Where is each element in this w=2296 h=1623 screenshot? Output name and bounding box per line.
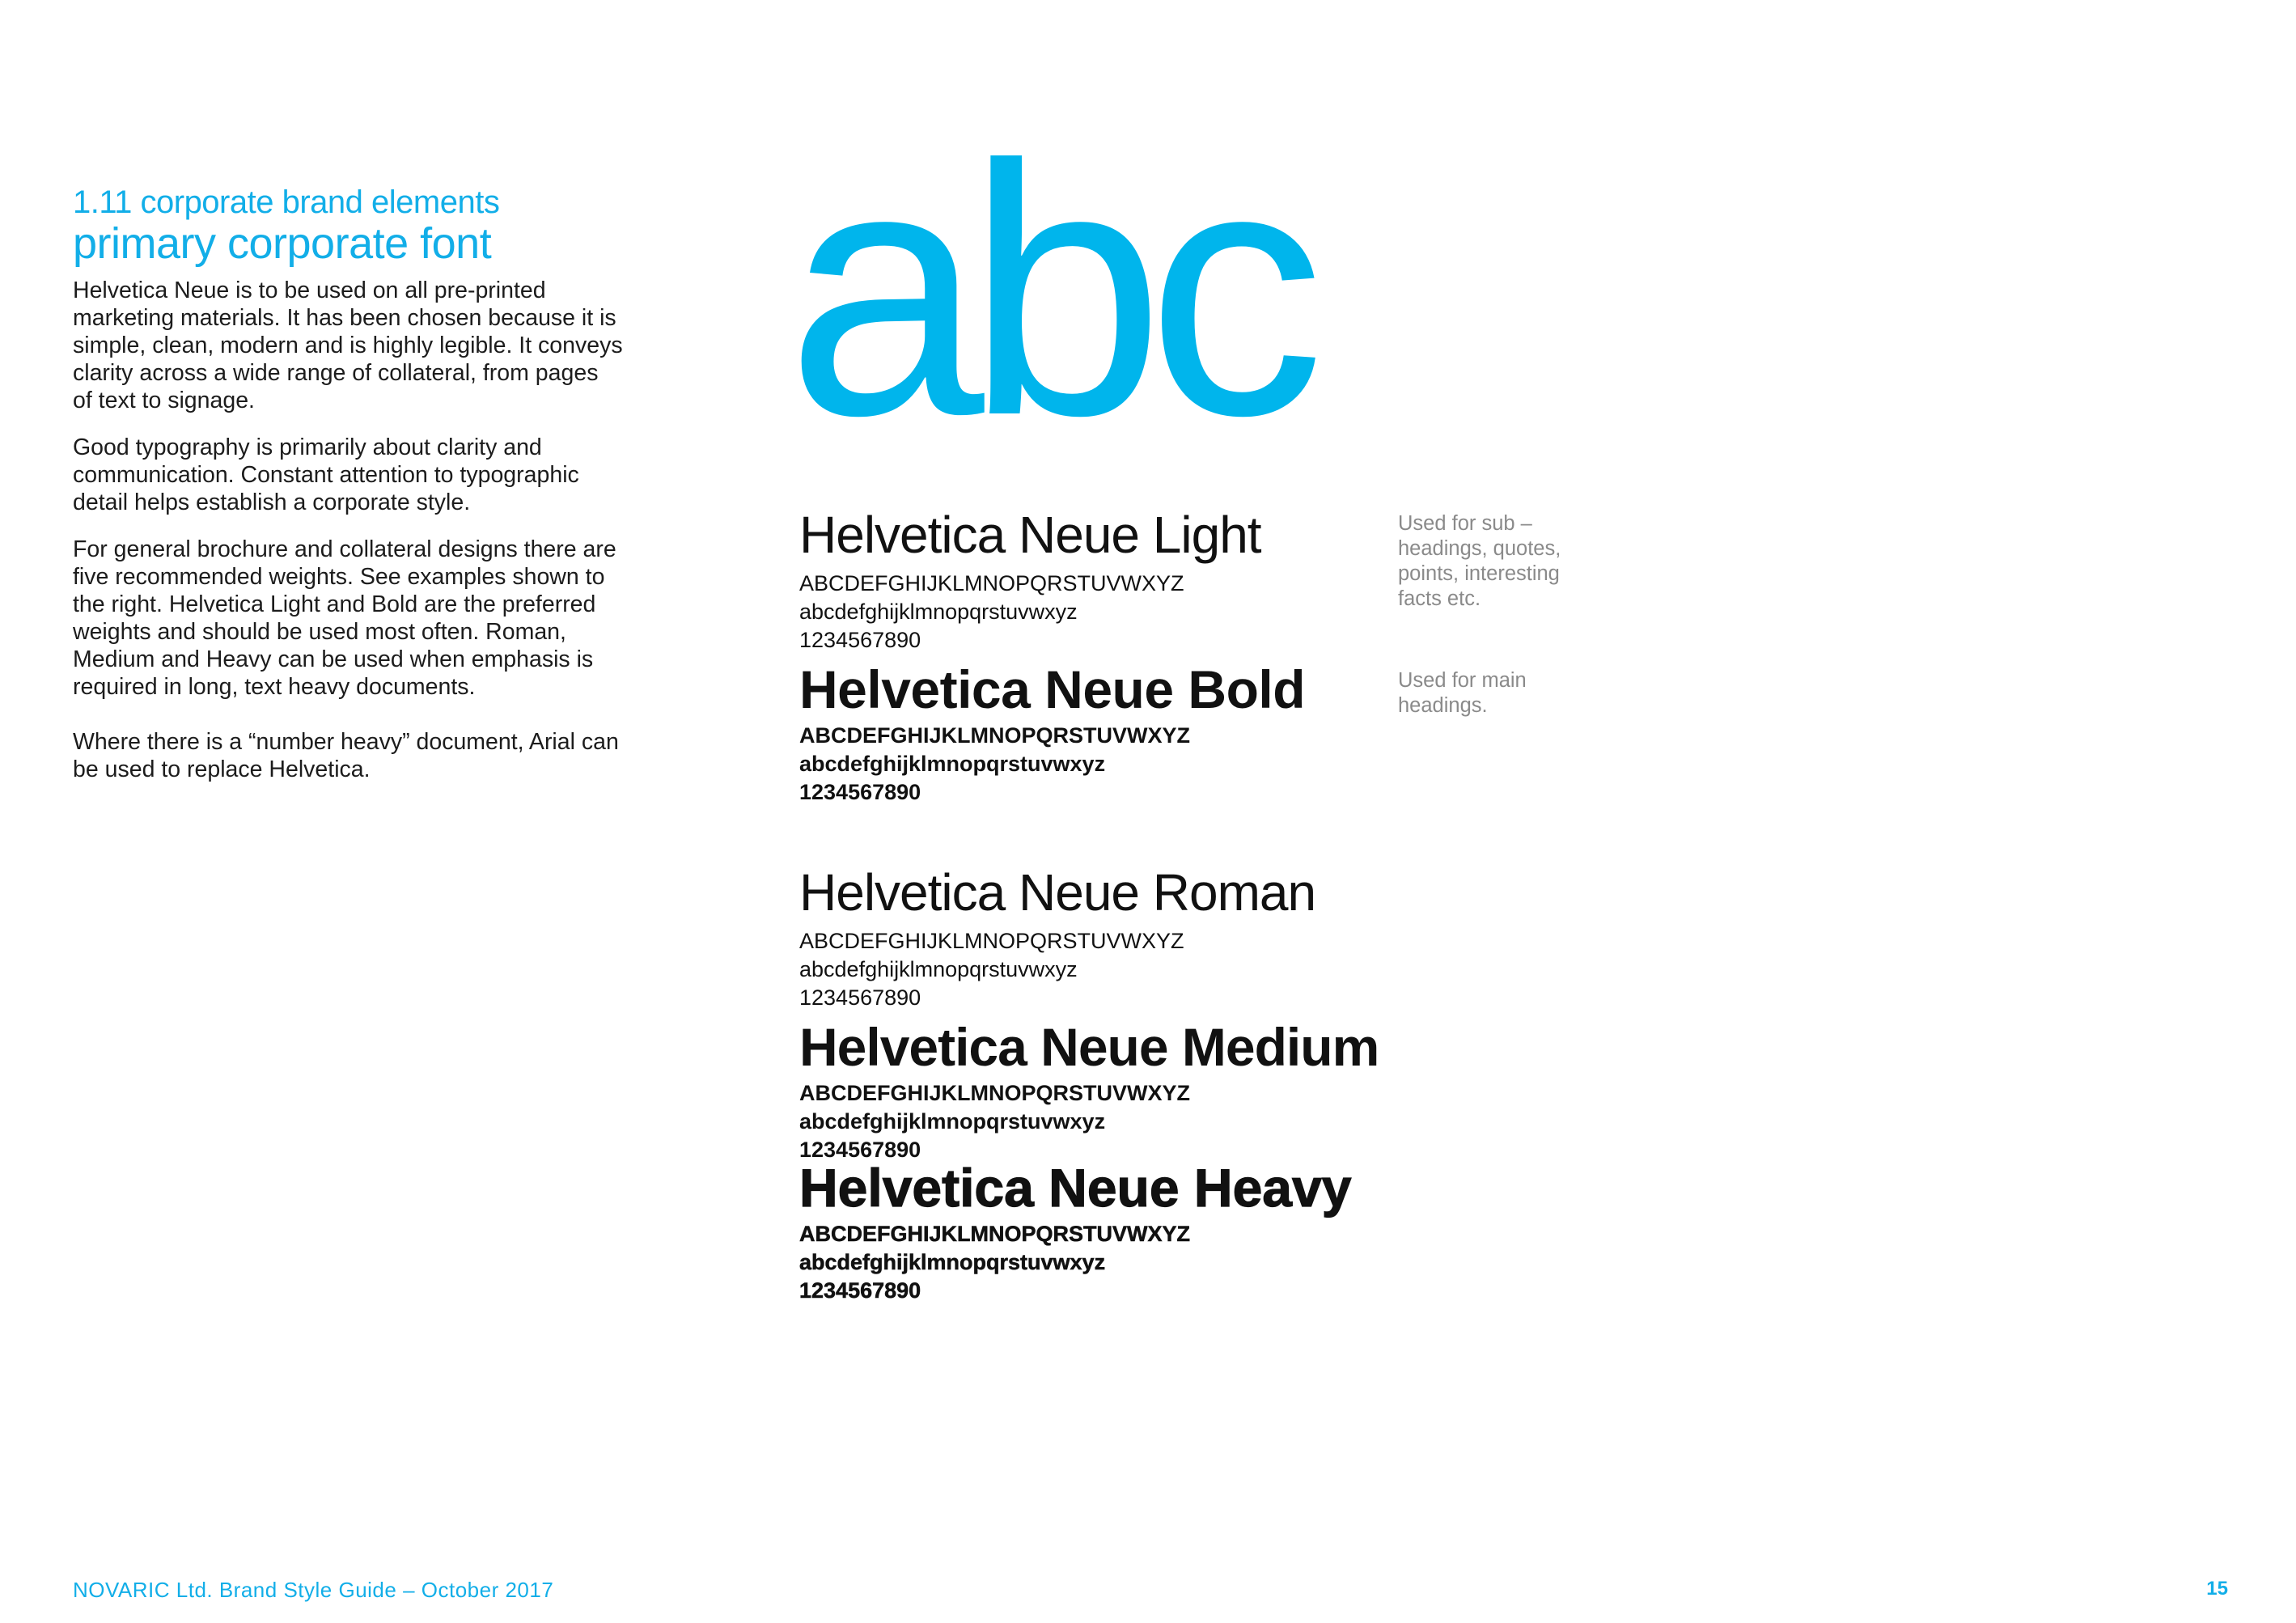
font-sample-lowercase: abcdefghijklmnopqrstuvwxyz — [799, 1250, 1106, 1274]
font-sample-uppercase: ABCDEFGHIJKLMNOPQRSTUVWXYZ — [799, 571, 1184, 595]
page-number: 15 — [2206, 1578, 2228, 1600]
footer-text: NOVARIC Ltd. Brand Style Guide – October 2017 — [73, 1578, 554, 1602]
intro-paragraph-1: Helvetica Neue is to be used on all pre-printed marketing materials. It has been chosen because it is simple, clean, modern and is highly legible. It conveys clarity across a wide range of collateral, from pages of text to signage. — [73, 278, 623, 413]
font-sample-uppercase: ABCDEFGHIJKLMNOPQRSTUVWXYZ — [799, 1222, 1191, 1246]
font-sample-name: Helvetica Neue Light — [799, 506, 1261, 564]
font-sample-name: Helvetica Neue Heavy — [799, 1158, 1352, 1218]
font-sample-name: Helvetica Neue Roman — [799, 863, 1316, 922]
intro-paragraph-2: Good typography is primarily about clarity and communication. Constant attention to typographic detail helps establish a corporate style. — [73, 434, 579, 515]
font-sample-numbers: 1234567890 — [799, 985, 921, 1010]
font-sample-name: Helvetica Neue Medium — [799, 1017, 1379, 1077]
font-sample-numbers: 1234567890 — [799, 628, 921, 652]
font-showcase-abc: abc — [786, 92, 1307, 489]
font-sample-numbers: 1234567890 — [799, 1138, 921, 1162]
font-sample-roman — [799, 858, 1315, 1012]
font-sample-uppercase: ABCDEFGHIJKLMNOPQRSTUVWXYZ — [799, 723, 1191, 748]
intro-paragraph-3: For general brochure and collateral designs there are five recommended weights. See examples shown to the right. Helvetica Light and Bold are the preferred weights and should be used most often. Roman, Medium and Heavy can be used when emphasis is required in long, text heavy documents. — [73, 536, 616, 700]
section-number: 1.11 corporate brand elements — [73, 184, 500, 220]
font-sample-bold — [799, 657, 1305, 807]
font-sample-lowercase: abcdefghijklmnopqrstuvwxyz — [799, 600, 1078, 624]
usage-note-light: Used for sub – headings, quotes, points, interesting facts etc. — [1398, 512, 1561, 610]
usage-note-bold: Used for main headings. — [1398, 669, 1527, 717]
font-sample-lowercase: abcdefghijklmnopqrstuvwxyz — [799, 752, 1106, 776]
font-sample-medium — [799, 1015, 1379, 1164]
font-sample-uppercase: ABCDEFGHIJKLMNOPQRSTUVWXYZ — [799, 929, 1184, 953]
font-sample-numbers: 1234567890 — [799, 1278, 921, 1303]
font-sample-light — [799, 500, 1261, 655]
font-sample-lowercase: abcdefghijklmnopqrstuvwxyz — [799, 957, 1078, 981]
font-sample-name: Helvetica Neue Bold — [799, 659, 1306, 719]
font-sample-numbers: 1234567890 — [799, 780, 921, 804]
font-sample-lowercase: abcdefghijklmnopqrstuvwxyz — [799, 1109, 1106, 1134]
intro-paragraph-4: Where there is a “number heavy” document, Arial can be used to replace Helvetica. — [73, 729, 619, 782]
page-title: primary corporate font — [73, 219, 492, 268]
font-sample-uppercase: ABCDEFGHIJKLMNOPQRSTUVWXYZ — [799, 1081, 1191, 1105]
font-sample-heavy — [799, 1155, 1351, 1305]
